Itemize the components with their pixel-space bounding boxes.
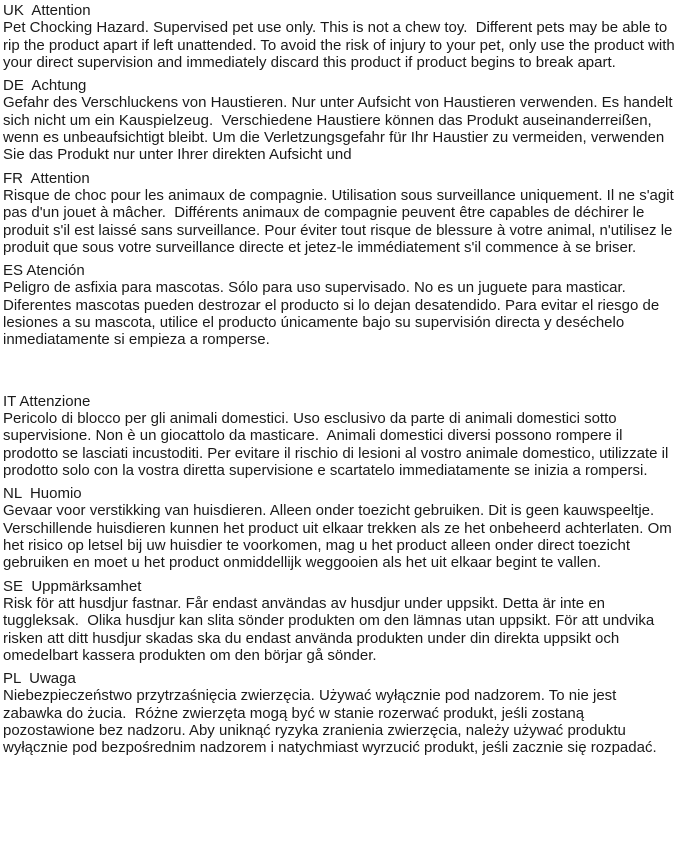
section-body-pl: Niebezpieczeństwo przytrzaśnięcia zwierzęcia. Używać wyłącznie pod nadzorem. To nie jest zabawka do żucia. Różne zwierzęta mogą być w stanie rozerwać produkt, jeśli zostaną pozostawione bez nadzoru. Aby uniknąć ryzyka zranienia zwierzęcia, należy używać produktu wyłącznie pod bezpośrednim nadzorem i natychmiast wyrzucić produkt, jeśli zacznie się rozpadać. [3, 687, 657, 757]
section-heading-uk: UK Attention [3, 2, 91, 19]
section-body-uk: Pet Chocking Hazard. Supervised pet use only. This is not a chew toy. Different pets may be able to rip the product apart if left unattended. To avoid the risk of injury to your pet, only use the product with your direct supervision and immediately discard this product if product begins to break apart. [3, 19, 679, 71]
section-heading-nl: NL Huomio [3, 485, 82, 503]
warning-section-uk [3, 2, 678, 71]
section-body-se: Risk för att husdjur fastnar. Får endast användas av husdjur under uppsikt. Detta är inte en tuggleksak. Olika husdjur kan slita sönder produkten om den lämnas utan uppsikt. För att undvika risken att ditt husdjur skadas ska du endast använda produkten under din direkta uppsikt och omedelbart kassera produkten om den börjar gå sönder. [3, 594, 659, 664]
warning-section-se [3, 578, 678, 664]
section-heading-se: SE Uppmärksamhet [3, 577, 142, 595]
section-body-de: Gefahr des Verschluckens von Haustieren. Nur unter Aufsicht von Haustieren verwenden. Es handelt sich nicht um ein Kauspielzeug. Verschiedene Haustiere können das Produkt auseinanderreißen, wenn es unbeaufsichtigt bleibt. Um die Verletzungsgefahr für Ihr Haustier zu vermeiden, verwenden Sie das Produkt nur unter Ihrer direkten Aufsicht und [3, 94, 677, 164]
section-body-fr: Risque de choc pour les animaux de compagnie. Utilisation sous surveillance uniquement. Il ne s'agit pas d'un jouet à mâcher. Différents animaux de compagnie peuvent être capables de déchirer le produit s'il est laissé sans surveillance. Pour éviter tout risque de blessure à votre animal, n'utilisez le produit que sous votre surveillance directe et jetez-le immédiatement s'il commence à se briser. [3, 186, 678, 256]
section-heading-fr: FR Attention [3, 169, 90, 187]
section-heading-de: DE Achtung [3, 77, 87, 95]
warning-section-pl [3, 670, 678, 756]
section-heading-it: IT Attenzione [3, 392, 91, 410]
section-body-es: Peligro de asfixia para mascotas. Sólo para uso supervisado. No es un juguete para masticar. Diferentes mascotas pueden destrozar el producto si lo dejan desatendido. Para evitar el riesgo de lesiones a su mascota, utilice el producto únicamente bajo su supervisión directa y deséchelo inmediatamente si empieza a romperse. [3, 279, 664, 349]
section-heading-es: ES Atención [3, 262, 85, 280]
section-body-it: Pericolo di blocco per gli animali domestici. Uso esclusivo da parte di animali domestici sotto supervisione. Non è un giocattolo da masticare. Animali domestici diversi possono rompere il prodotto se lasciati incustoditi. Per evitare il rischio di lesioni al vostro animale domestico, utilizzate il prodotto solo con la vostra diretta supervisione e scartatelo immediatamente se inizia a rompersi. [3, 409, 673, 479]
warning-section-de [3, 77, 678, 163]
section-heading-pl: PL Uwaga [3, 670, 76, 688]
warning-section-es [3, 262, 678, 348]
section-body-nl: Gevaar voor verstikking van huisdieren. Alleen onder toezicht gebruiken. Dit is geen kauwspeeltje. Verschillende huisdieren kunnen het product uit elkaar trekken als ze het onbeheerd achterlaten. Om het risico op letsel bij uw huisdier te voorkomen, mag u het product alleen onder direct toezicht gebruiken en moet u het product onmiddellijk weggooien als het uit elkaar begint te vallen. [3, 502, 676, 572]
warning-section-it [3, 393, 678, 479]
warning-section-nl [3, 485, 678, 571]
warning-section-fr [3, 170, 678, 256]
